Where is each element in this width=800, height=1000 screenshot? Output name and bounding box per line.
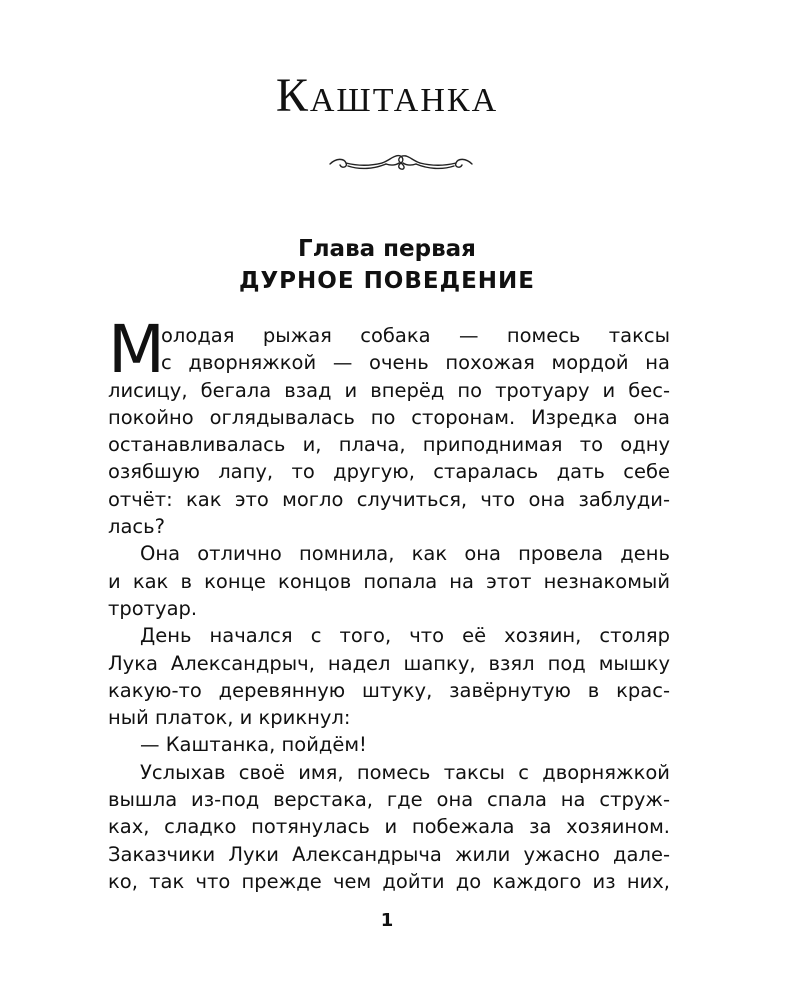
text-line: тротуар. (108, 596, 198, 620)
flourish-divider-icon (326, 152, 476, 174)
text-line: Она отлично помнила, как она провела день (140, 542, 670, 566)
text-line: с дворняжкой — очень похожая мордой на (161, 351, 670, 375)
text-line: День начался с того, что её хозяин, столяр (140, 624, 670, 648)
text-line: Лука Александрыч, надел шапку, взял под мышку (108, 651, 670, 675)
chapter-body-text (108, 311, 670, 895)
page-number: 1 (380, 910, 394, 931)
text-line: ко, так что прежде чем дойти до каждого из них, (108, 869, 670, 893)
text-line: Заказчики Луки Александрыча жили ужасно дале- (108, 842, 670, 866)
text-line: какую-то деревянную штуку, завёрнутую в крас- (108, 678, 670, 702)
text-line: Услыхав своё имя, помесь таксы с дворняжкой (140, 760, 670, 784)
text-line: вышла из-под верстака, где она спала на струж- (108, 788, 670, 812)
text-line: лась? (108, 515, 165, 539)
book-title: Каштанка (275, 69, 499, 122)
text-line: ный платок, и крикнул: (108, 706, 351, 730)
text-line: останавливалась и, плача, приподнимая то одну (108, 433, 670, 457)
text-line: и как в конце концов попала на этот незнакомый (108, 569, 670, 593)
first-paragraph-opening (108, 311, 670, 388)
text-line: — Каштанка, пойдём! (140, 733, 367, 757)
chapter-title: ДУРНОЕ ПОВЕДЕНИЕ (238, 268, 536, 294)
text-line: ках, сладко потянулась и побежала за хозяином. (108, 815, 670, 839)
chapter-number: Глава первая (298, 236, 476, 262)
text-line: олодая рыжая собака — помесь таксы (161, 324, 670, 347)
text-line: лисицу, бегала взад и вперёд по тротуару и бес- (108, 378, 670, 402)
text-line: покойно оглядывалась по сторонам. Изредка она (108, 405, 670, 429)
text-line: озябшую лапу, то другую, старалась дать себе (108, 460, 670, 484)
drop-cap: М (108, 311, 165, 388)
text-line: отчёт: как это могло случиться, что она заблуди- (108, 487, 670, 511)
